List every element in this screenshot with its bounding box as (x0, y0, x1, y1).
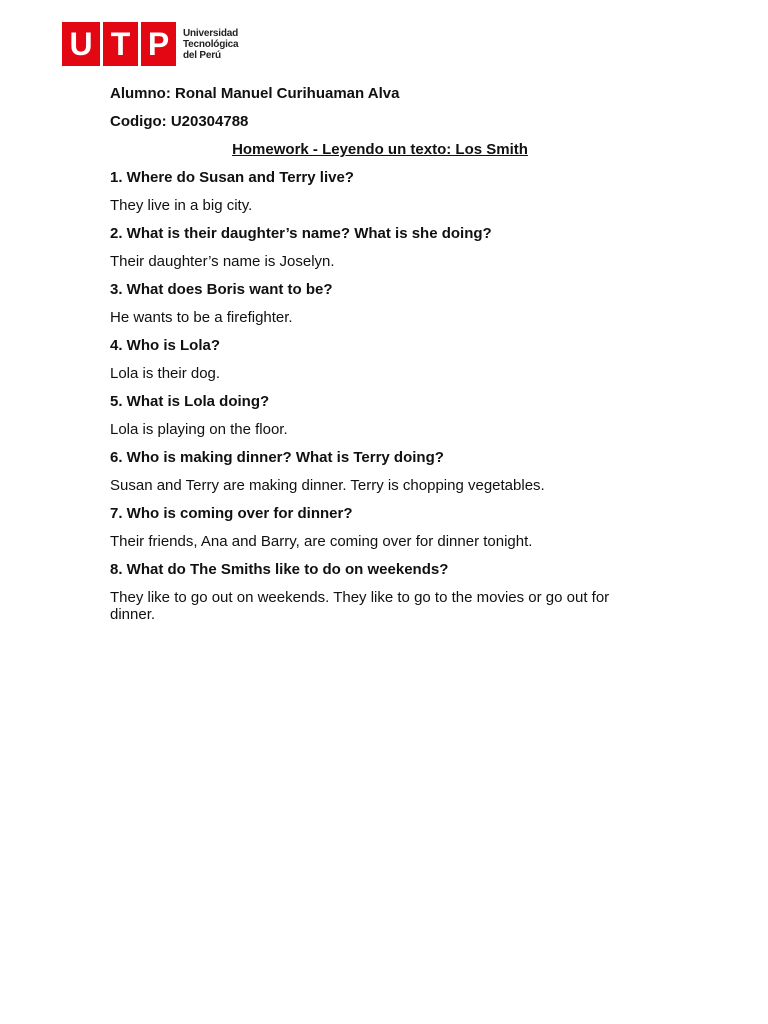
question-4: 4. Who is Lola? (110, 337, 221, 354)
answer-3: He wants to be a firefighter. (110, 309, 293, 326)
answer-2: Their daughter’s name is Joselyn. (110, 253, 335, 270)
logo-letter-p: P (138, 22, 176, 66)
student-code: Codigo: U20304788 (110, 113, 249, 130)
answer-4: Lola is their dog. (110, 365, 221, 382)
logo-letter-t: T (100, 22, 138, 66)
question-8: 8. What do The Smiths like to do on weekends? (110, 561, 449, 578)
utp-logo (62, 22, 238, 66)
question-3: 3. What does Boris want to be? (110, 281, 333, 298)
student-name: Alumno: Ronal Manuel Curihuaman Alva (110, 85, 400, 102)
logo-letter-u: U (69, 26, 93, 62)
answer-1: They live in a big city. (110, 197, 253, 214)
question-1: 1. Where do Susan and Terry live? (110, 169, 354, 186)
answer-6: Susan and Terry are making dinner. Terry is chopping vegetables. (110, 477, 545, 494)
answer-5: Lola is playing on the floor. (110, 421, 288, 438)
logo-mark (62, 22, 176, 66)
answer-8: They like to go out on weekends. They like to go to the movies or go out for dinner. (110, 589, 610, 623)
question-7: 7. Who is coming over for dinner? (110, 505, 353, 522)
logo-text-line: Tecnológica (183, 38, 239, 50)
answer-7: Their friends, Ana and Barry, are coming over for dinner tonight. (110, 533, 533, 550)
document-body (110, 85, 650, 634)
question-5: 5. What is Lola doing? (110, 393, 270, 410)
logo-text-line: del Perú (183, 49, 221, 61)
document-title: Homework - Leyendo un texto: Los Smith (232, 141, 528, 158)
question-6: 6. Who is making dinner? What is Terry doing? (110, 449, 444, 466)
logo-text-line: Universidad (183, 27, 239, 39)
logo-wordmark (183, 28, 238, 61)
question-2: 2. What is their daughter’s name? What is she doing? (110, 225, 492, 242)
